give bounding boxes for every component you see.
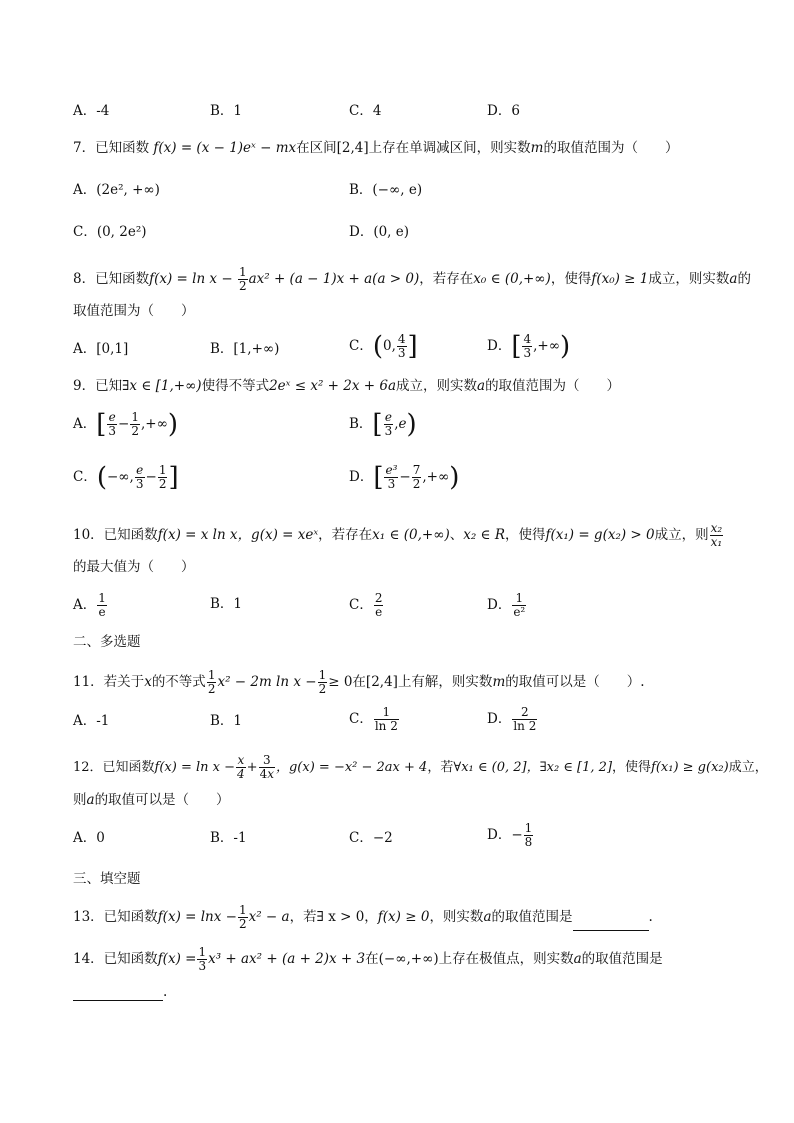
- q9-stem: 9．已知∃x ∈ [1,+∞)使得不等式2eˣ ≤ x² + 2x + 6a成立，则实数a的取值范围为（ ）: [73, 378, 621, 394]
- q8-option-a[interactable]: A．[0,1]: [73, 341, 129, 357]
- q7-option-c[interactable]: C．(0, 2e²): [73, 224, 147, 240]
- q9-option-a[interactable]: A．[ $\frac{e}{3}$ − $\frac{1}{2}$ ,+∞): [73, 409, 179, 440]
- q10-stem: 10．已知函数f(x) = x ln x，g(x) = xeˣ，若存在x₁ ∈ (0,+∞)、x₂ ∈ R，使得f(x₁) = g(x₂) > 0成立，则 $\frac{\text{x₂}}{\text{x₁}}$: [73, 521, 723, 549]
- q9-option-c[interactable]: C．(−∞, $\frac{e}{3}$ − $\frac{1}{2}$ ]: [73, 462, 179, 493]
- q8-option-c[interactable]: C．(0, $\frac{4}{3}$ ]: [349, 331, 418, 362]
- q10-option-c[interactable]: C． $\frac{2}{e}$: [349, 591, 383, 619]
- q7-stem: 7．已知函数 f(x) = (x − 1)eˣ − mx在区间[2,4]上存在单调减区间，则实数m的取值范围为（ ）: [73, 140, 679, 156]
- q11-option-c[interactable]: C． $\frac{1}{\ln 2}$: [349, 705, 398, 733]
- q8-stem-line2: 取值范围为（ ）: [73, 303, 195, 319]
- q9-option-b[interactable]: B．[ $\frac{e}{3}$ ,e): [349, 409, 417, 440]
- q14-answer-line: .: [73, 983, 167, 1001]
- q11-option-b[interactable]: B．1: [210, 713, 243, 729]
- q6-option-d[interactable]: D．6: [487, 103, 520, 119]
- q6-option-c[interactable]: C．4: [349, 103, 382, 119]
- q14-answer-blank[interactable]: [73, 986, 163, 1001]
- q6-option-a[interactable]: A．-4: [73, 103, 110, 119]
- fraction-1-2: $\frac{1}{2}$: [238, 265, 247, 293]
- q12-option-a[interactable]: A．0: [73, 830, 105, 846]
- q6-option-b[interactable]: B．1: [210, 103, 243, 119]
- q7-option-a[interactable]: A．(2e², +∞): [73, 182, 160, 198]
- q11-stem: 11．若关于x的不等式 $\frac{1}{2}$ x² − 2m ln x − $\frac{1}{2}$ ≥ 0在[2,4]上有解，则实数m的取值可以是（ ）.: [73, 668, 645, 696]
- q10-stem-line2: 的最大值为（ ）: [73, 559, 195, 575]
- q9-option-d[interactable]: D．[ $\frac{\text{e³}}{3}$ − $\frac{7}{2}$ ,+∞): [349, 462, 460, 493]
- q11-option-a[interactable]: A．-1: [73, 713, 110, 729]
- q10-option-d[interactable]: D． $\frac{1}{\text{e²}}$: [487, 591, 526, 619]
- q12-option-d[interactable]: D．− $\frac{1}{8}$: [487, 821, 533, 849]
- q8-stem: 8．已知函数f(x) = ln x − $\frac{1}{2}$ ax² + (a − 1)x + a(a > 0)，若存在x₀ ∈ (0,+∞)，使得f(x₀) ≥ 1成立，则实数a的: [73, 265, 751, 293]
- q7-option-b[interactable]: B．(−∞, e): [349, 182, 423, 198]
- q12-option-b[interactable]: B．-1: [210, 830, 247, 846]
- q11-option-d[interactable]: D． $\frac{2}{\ln 2}$: [487, 705, 537, 733]
- q10-option-b[interactable]: B．1: [210, 596, 243, 612]
- section-heading-multiple-choice: 二、多选题: [73, 634, 141, 650]
- section-heading-fill-in: 三、填空题: [73, 871, 141, 887]
- q8-option-b[interactable]: B．[1,+∞): [210, 341, 280, 357]
- q12-option-c[interactable]: C．−2: [349, 830, 393, 846]
- q14-stem: 14．已知函数f(x) = $\frac{1}{3}$ x³ + ax² + (a + 2)x + 3在(−∞,+∞)上存在极值点，则实数a的取值范围是: [73, 945, 663, 973]
- fraction-x2-x1: $\frac{\text{x₂}}{\text{x₁}}$: [710, 521, 723, 549]
- q8-option-d[interactable]: D．[ $\frac{4}{3}$ ,+∞): [487, 331, 571, 362]
- q12-stem: 12．已知函数f(x) = ln x − $\frac{x}{4}$ + $\frac{3}{4x}$ ，g(x) = −x² − 2ax + 4，若∀x₁ ∈ (0, 2]，∃x₂ ∈ [1, 2]，使得f(x₁) ≥ g(x₂)成立，: [73, 753, 768, 781]
- q13-answer-blank[interactable]: [573, 916, 649, 931]
- q12-stem-line2: 则a的取值可以是（ ）: [73, 792, 230, 808]
- q10-option-a[interactable]: A． $\frac{1}{e}$: [73, 591, 106, 619]
- q13-stem: 13．已知函数f(x) = lnx − $\frac{1}{2}$ x² − a，若∃ x > 0，f(x) ≥ 0，则实数a的取值范围是 .: [73, 903, 653, 931]
- q7-option-d[interactable]: D．(0, e): [349, 224, 410, 240]
